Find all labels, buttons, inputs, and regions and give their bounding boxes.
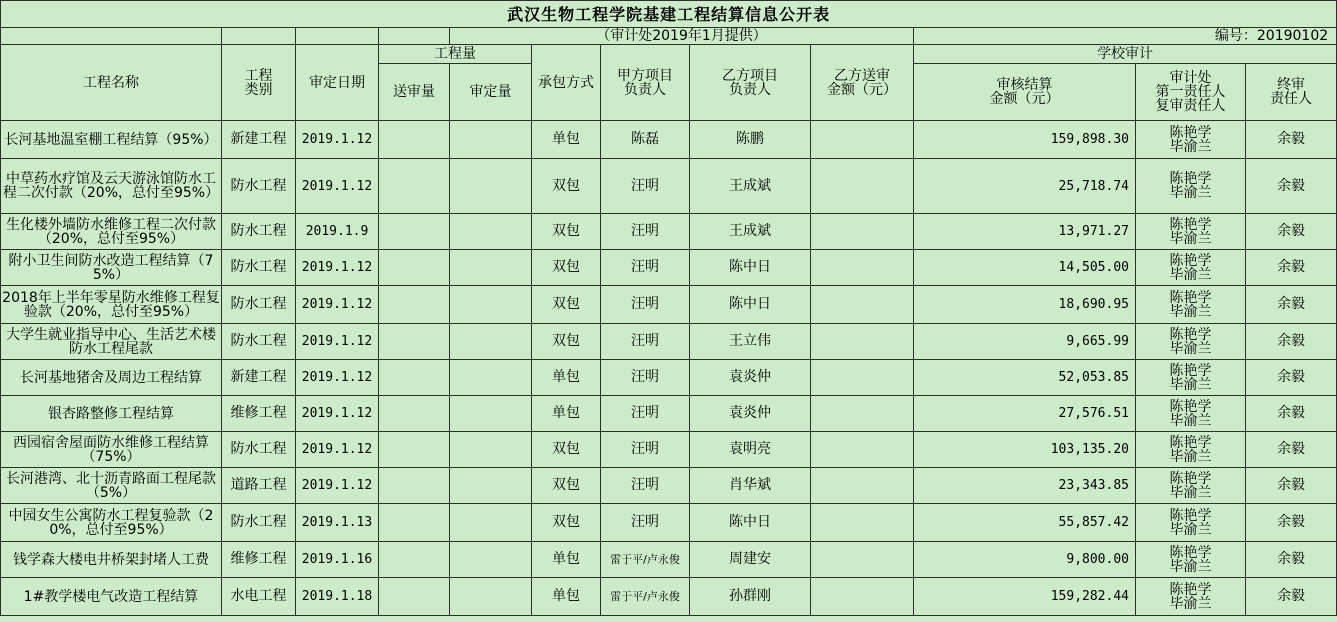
cell-party-b-amount[interactable] [811, 286, 914, 324]
audit-office-person-2: 毕渝兰 [1169, 484, 1212, 501]
cell-project-name[interactable]: 长河基地温室棚工程结算（95%） [1, 121, 222, 159]
cell-party-b-lead[interactable]: 陈中日 [690, 286, 811, 324]
empty-cell[interactable] [222, 28, 296, 45]
cell-submitted-qty[interactable] [379, 432, 450, 468]
cell-party-a-lead[interactable]: 汪明 [601, 286, 690, 324]
cell-contract-mode[interactable]: 单包 [532, 121, 601, 159]
cell-submitted-qty[interactable] [379, 159, 450, 214]
header-party-b-line2: 负责人 [729, 81, 771, 98]
header-project-type-line2: 类别 [244, 81, 273, 98]
cell-party-a-lead[interactable]: 汪明 [601, 159, 690, 214]
table-row [1, 360, 1337, 396]
cell-approved-qty[interactable] [450, 578, 532, 616]
cell-audit-office[interactable] [1136, 286, 1246, 324]
cell-audit-date[interactable]: 2019.1.12 [296, 121, 379, 159]
cell-project-type[interactable]: 防水工程 [222, 504, 296, 542]
cell-party-b-amount[interactable] [811, 360, 914, 396]
cell-project-name[interactable]: 西园宿舍屋面防水维修工程结算（75%） [1, 432, 222, 468]
cell-approved-qty[interactable] [450, 468, 532, 504]
cell-submitted-qty[interactable] [379, 250, 450, 286]
cell-party-a-lead[interactable]: 汪明 [601, 432, 690, 468]
header-project-type-line1: 工程 [244, 67, 273, 84]
cell-project-name[interactable]: 1#教学楼电气改造工程结算 [1, 578, 222, 616]
header-submitted-qty[interactable]: 送审量 [379, 64, 450, 121]
header-project-type[interactable] [222, 45, 296, 121]
header-party-b[interactable] [690, 45, 811, 121]
cell-party-b-amount[interactable] [811, 159, 914, 214]
cell-project-type[interactable]: 防水工程 [222, 214, 296, 250]
cell-project-type[interactable]: 维修工程 [222, 396, 296, 432]
header-audit-date[interactable]: 审定日期 [296, 45, 379, 121]
cell-audit-date[interactable]: 2019.1.12 [296, 396, 379, 432]
cell-settled-amount[interactable]: 103,135.20 [914, 432, 1136, 468]
cell-approved-qty[interactable] [450, 504, 532, 542]
cell-party-b-amount[interactable] [811, 504, 914, 542]
header-party-a-line2: 负责人 [624, 81, 666, 98]
cell-final[interactable]: 余毅 [1246, 324, 1337, 360]
cell-final[interactable]: 余毅 [1246, 286, 1337, 324]
cell-audit-date[interactable]: 2019.1.12 [296, 468, 379, 504]
empty-cell[interactable] [379, 28, 450, 45]
cell-audit-office[interactable] [1136, 159, 1246, 214]
table-row [1, 504, 1337, 542]
cell-project-name[interactable]: 附小卫生间防水改造工程结算（75%） [1, 250, 222, 286]
cell-project-name[interactable]: 钱学森大楼电井桥架封堵人工费 [1, 542, 222, 578]
cell-audit-date[interactable]: 2019.1.12 [296, 324, 379, 360]
audit-office-person-2: 毕渝兰 [1169, 303, 1212, 320]
cell-contract-mode[interactable]: 单包 [532, 360, 601, 396]
cell-submitted-qty[interactable] [379, 324, 450, 360]
cell-audit-date[interactable]: 2019.1.13 [296, 504, 379, 542]
cell-audit-office[interactable] [1136, 468, 1246, 504]
cell-party-b-amount[interactable] [811, 578, 914, 616]
cell-project-type[interactable]: 新建工程 [222, 360, 296, 396]
audit-office-person-2: 毕渝兰 [1169, 266, 1212, 283]
cell-submitted-qty[interactable] [379, 396, 450, 432]
audit-office-person-1: 陈艳学 [1169, 507, 1212, 524]
table-row [1, 159, 1337, 214]
cell-party-b-amount[interactable] [811, 396, 914, 432]
header-school-audit[interactable]: 学校审计 [914, 45, 1337, 64]
cell-party-b-lead[interactable]: 陈中日 [690, 250, 811, 286]
cell-submitted-qty[interactable] [379, 121, 450, 159]
audit-office-person-1: 陈艳学 [1169, 581, 1212, 598]
cell-project-type[interactable]: 防水工程 [222, 159, 296, 214]
header-final-line1: 终审 [1277, 77, 1306, 93]
cell-contract-mode[interactable]: 双包 [532, 250, 601, 286]
cell-audit-office[interactable] [1136, 542, 1246, 578]
table-row [1, 286, 1337, 324]
cell-final[interactable]: 余毅 [1246, 121, 1337, 159]
cell-party-b-amount[interactable] [811, 250, 914, 286]
table-row [1, 121, 1337, 159]
header-approved-qty[interactable]: 审定量 [450, 64, 532, 121]
audit-office-person-1: 陈艳学 [1169, 398, 1212, 415]
cell-submitted-qty[interactable] [379, 578, 450, 616]
cell-party-b-lead[interactable]: 王立伟 [690, 324, 811, 360]
header-project-name[interactable]: 工程名称 [1, 45, 222, 121]
cell-project-name[interactable]: 大学生就业指导中心、生活艺术楼防水工程尾款 [1, 324, 222, 360]
cell-project-type[interactable]: 防水工程 [222, 250, 296, 286]
cell-settled-amount[interactable]: 9,800.00 [914, 542, 1136, 578]
cell-final[interactable]: 余毅 [1246, 432, 1337, 468]
cell-audit-date[interactable]: 2019.1.12 [296, 360, 379, 396]
cell-submitted-qty[interactable] [379, 360, 450, 396]
cell-party-a-lead[interactable]: 汪明 [601, 214, 690, 250]
cell-approved-qty[interactable] [450, 542, 532, 578]
cell-party-a-lead[interactable]: 汪明 [601, 360, 690, 396]
cell-audit-office[interactable] [1136, 504, 1246, 542]
cell-party-b-lead[interactable]: 陈中日 [690, 504, 811, 542]
header-party-b-line1: 乙方项目 [722, 67, 778, 84]
cell-audit-office[interactable] [1136, 578, 1246, 616]
cell-settled-amount[interactable]: 25,718.74 [914, 159, 1136, 214]
header-audit-office-line2: 第一责任人 [1155, 84, 1226, 100]
cell-project-type[interactable]: 水电工程 [222, 578, 296, 616]
cell-final[interactable]: 余毅 [1246, 504, 1337, 542]
cell-approved-qty[interactable] [450, 159, 532, 214]
table-row [1, 214, 1337, 250]
cell-settled-amount[interactable]: 23,343.85 [914, 468, 1136, 504]
cell-party-a-lead[interactable]: 汪明 [601, 324, 690, 360]
cell-project-name[interactable]: 中草药水疗馆及云天游泳馆防水工程二次付款（20%，总付至95%） [1, 159, 222, 214]
cell-party-b-lead[interactable]: 周建安 [690, 542, 811, 578]
header-party-b-amount-line2: 金额（元） [827, 81, 897, 98]
cell-project-name[interactable]: 长河港湾、北十沥青路面工程尾款（5%） [1, 468, 222, 504]
header-quantity-group[interactable]: 工程量 [379, 45, 532, 64]
cell-contract-mode[interactable]: 双包 [532, 286, 601, 324]
cell-party-b-lead[interactable]: 王成斌 [690, 159, 811, 214]
cell-audit-office[interactable] [1136, 324, 1246, 360]
cell-project-name[interactable]: 银杏路整修工程结算 [1, 396, 222, 432]
empty-cell[interactable] [296, 28, 379, 45]
cell-final[interactable]: 余毅 [1246, 159, 1337, 214]
header-audit-office-line3: 复审责任人 [1155, 98, 1226, 114]
cell-project-type[interactable]: 防水工程 [222, 432, 296, 468]
header-audit-office[interactable] [1136, 64, 1246, 121]
cell-audit-date[interactable]: 2019.1.12 [296, 250, 379, 286]
header-audit-office-line1: 审计处 [1169, 70, 1212, 86]
audit-office-person-1: 陈艳学 [1169, 289, 1212, 306]
cell-contract-mode[interactable]: 单包 [532, 578, 601, 616]
cell-audit-date[interactable]: 2019.1.12 [296, 286, 379, 324]
cell-party-b-lead[interactable]: 王成斌 [690, 214, 811, 250]
cell-contract-mode[interactable]: 双包 [532, 159, 601, 214]
cell-contract-mode[interactable]: 双包 [532, 214, 601, 250]
audit-office-person-2: 毕渝兰 [1169, 448, 1212, 465]
cell-contract-mode[interactable]: 单包 [532, 396, 601, 432]
cell-party-a-lead[interactable]: 雷于平/卢永俊 [601, 542, 690, 578]
header-contract-mode[interactable]: 承包方式 [532, 45, 601, 121]
cell-party-a-lead[interactable]: 汪明 [601, 396, 690, 432]
cell-audit-date[interactable]: 2019.1.12 [296, 432, 379, 468]
cell-party-b-amount[interactable] [811, 468, 914, 504]
table-row [1, 578, 1337, 616]
table-subtitle[interactable]: （审计处2019年1月提供） [450, 28, 914, 45]
table-row [1, 468, 1337, 504]
table-code[interactable]: 编号：20190102 [914, 28, 1337, 45]
cell-final[interactable]: 余毅 [1246, 468, 1337, 504]
cell-settled-amount[interactable]: 13,971.27 [914, 214, 1136, 250]
audit-office-person-2: 毕渝兰 [1169, 521, 1212, 538]
audit-office-person-1: 陈艳学 [1169, 171, 1212, 187]
audit-office-person-1: 陈艳学 [1169, 434, 1212, 451]
cell-party-b-lead[interactable]: 陈鹏 [690, 121, 811, 159]
table-row [1, 250, 1337, 286]
cell-party-b-lead[interactable]: 孙群刚 [690, 578, 811, 616]
cell-project-type[interactable]: 新建工程 [222, 121, 296, 159]
cell-contract-mode[interactable]: 双包 [532, 432, 601, 468]
cell-final[interactable]: 余毅 [1246, 360, 1337, 396]
cell-party-b-lead[interactable]: 肖华斌 [690, 468, 811, 504]
cell-party-b-lead[interactable]: 袁炎仲 [690, 360, 811, 396]
cell-project-type[interactable]: 防水工程 [222, 324, 296, 360]
cell-contract-mode[interactable]: 单包 [532, 542, 601, 578]
audit-office-person-1: 陈艳学 [1169, 470, 1212, 487]
audit-office-person-2: 毕渝兰 [1169, 412, 1212, 429]
empty-cell[interactable] [1, 28, 222, 45]
cell-settled-amount[interactable]: 9,665.99 [914, 324, 1136, 360]
cell-party-a-lead[interactable]: 汪明 [601, 250, 690, 286]
audit-office-person-2: 毕渝兰 [1169, 185, 1212, 201]
cell-settled-amount[interactable]: 18,690.95 [914, 286, 1136, 324]
audit-office-person-1: 陈艳学 [1169, 252, 1212, 269]
cell-approved-qty[interactable] [450, 432, 532, 468]
audit-office-person-1: 陈艳学 [1169, 544, 1212, 561]
cell-party-b-amount[interactable] [811, 542, 914, 578]
cell-submitted-qty[interactable] [379, 468, 450, 504]
cell-submitted-qty[interactable] [379, 542, 450, 578]
header-row-1 [1, 45, 1337, 64]
header-final[interactable] [1246, 64, 1337, 121]
header-party-a[interactable] [601, 45, 690, 121]
header-final-line2: 责任人 [1270, 91, 1313, 107]
cell-audit-date[interactable]: 2019.1.9 [296, 214, 379, 250]
cell-party-a-lead[interactable]: 陈磊 [601, 121, 690, 159]
cell-audit-office[interactable] [1136, 432, 1246, 468]
cell-final[interactable]: 余毅 [1246, 542, 1337, 578]
header-settled-amount[interactable] [914, 64, 1136, 121]
cell-project-name[interactable]: 生化楼外墙防水维修工程二次付款（20%，总付至95%） [1, 214, 222, 250]
cell-party-b-amount[interactable] [811, 324, 914, 360]
cell-approved-qty[interactable] [450, 250, 532, 286]
cell-project-type[interactable]: 防水工程 [222, 286, 296, 324]
cell-approved-qty[interactable] [450, 324, 532, 360]
audit-office-person-2: 毕渝兰 [1169, 558, 1212, 575]
cell-party-b-amount[interactable] [811, 121, 914, 159]
table-row [1, 324, 1337, 360]
cell-settled-amount[interactable]: 27,576.51 [914, 396, 1136, 432]
subtitle-row [1, 28, 1337, 45]
cell-audit-date[interactable]: 2019.1.12 [296, 159, 379, 214]
header-party-a-line1: 甲方项目 [617, 67, 673, 84]
table-body [1, 121, 1337, 616]
cell-audit-office[interactable] [1136, 214, 1246, 250]
cell-party-a-lead[interactable]: 雷于平/卢永俊 [601, 578, 690, 616]
header-party-b-amount[interactable] [811, 45, 914, 121]
cell-project-name[interactable]: 长河基地猪舍及周边工程结算 [1, 360, 222, 396]
cell-audit-date[interactable]: 2019.1.16 [296, 542, 379, 578]
table-title[interactable]: 武汉生物工程学院基建工程结算信息公开表 [1, 1, 1337, 28]
cell-audit-office[interactable] [1136, 250, 1246, 286]
cell-approved-qty[interactable] [450, 360, 532, 396]
cell-contract-mode[interactable]: 双包 [532, 504, 601, 542]
audit-office-person-1: 陈艳学 [1169, 124, 1212, 141]
cell-audit-office[interactable] [1136, 360, 1246, 396]
cell-settled-amount[interactable]: 55,857.42 [914, 504, 1136, 542]
cell-party-b-amount[interactable] [811, 432, 914, 468]
cell-final[interactable]: 余毅 [1246, 396, 1337, 432]
cell-submitted-qty[interactable] [379, 286, 450, 324]
cell-party-a-lead[interactable]: 汪明 [601, 504, 690, 542]
cell-final[interactable]: 余毅 [1246, 250, 1337, 286]
cell-contract-mode[interactable]: 双包 [532, 324, 601, 360]
audit-office-person-2: 毕渝兰 [1169, 230, 1212, 247]
table-row [1, 542, 1337, 578]
audit-office-person-2: 毕渝兰 [1169, 138, 1212, 155]
title-row [1, 1, 1337, 28]
cell-approved-qty[interactable] [450, 214, 532, 250]
cell-approved-qty[interactable] [450, 121, 532, 159]
header-party-b-amount-line1: 乙方送审 [834, 67, 890, 84]
cell-submitted-qty[interactable] [379, 504, 450, 542]
table-row [1, 432, 1337, 468]
audit-office-person-2: 毕渝兰 [1169, 340, 1212, 357]
cell-final[interactable]: 余毅 [1246, 214, 1337, 250]
audit-office-person-1: 陈艳学 [1169, 326, 1212, 343]
header-settled-amount-line2: 金额（元） [989, 91, 1060, 107]
audit-office-person-2: 毕渝兰 [1169, 595, 1212, 612]
cell-contract-mode[interactable]: 双包 [532, 468, 601, 504]
cell-approved-qty[interactable] [450, 396, 532, 432]
cell-settled-amount[interactable]: 159,282.44 [914, 578, 1136, 616]
cell-party-b-lead[interactable]: 袁炎仲 [690, 396, 811, 432]
cell-settled-amount[interactable]: 52,053.85 [914, 360, 1136, 396]
audit-office-person-1: 陈艳学 [1169, 362, 1212, 379]
cell-final[interactable]: 余毅 [1246, 578, 1337, 616]
cell-project-name[interactable]: 中园女生公寓防水工程复验款（20%，总付至95%） [1, 504, 222, 542]
cell-project-type[interactable]: 道路工程 [222, 468, 296, 504]
audit-office-person-1: 陈艳学 [1169, 216, 1212, 233]
cell-audit-office[interactable] [1136, 396, 1246, 432]
cell-settled-amount[interactable]: 159,898.30 [914, 121, 1136, 159]
cell-audit-date[interactable]: 2019.1.18 [296, 578, 379, 616]
table-row [1, 396, 1337, 432]
cell-audit-office[interactable] [1136, 121, 1246, 159]
cell-settled-amount[interactable]: 14,505.00 [914, 250, 1136, 286]
cell-submitted-qty[interactable] [379, 214, 450, 250]
cell-project-type[interactable]: 维修工程 [222, 542, 296, 578]
audit-office-person-2: 毕渝兰 [1169, 376, 1212, 393]
cell-party-b-lead[interactable]: 袁明亮 [690, 432, 811, 468]
cell-party-b-amount[interactable] [811, 214, 914, 250]
header-settled-amount-line1: 审核结算 [996, 77, 1053, 93]
cell-party-a-lead[interactable]: 汪明 [601, 468, 690, 504]
cell-project-name[interactable]: 2018年上半年零星防水维修工程复验款（20%，总付至95%） [1, 286, 222, 324]
cell-approved-qty[interactable] [450, 286, 532, 324]
